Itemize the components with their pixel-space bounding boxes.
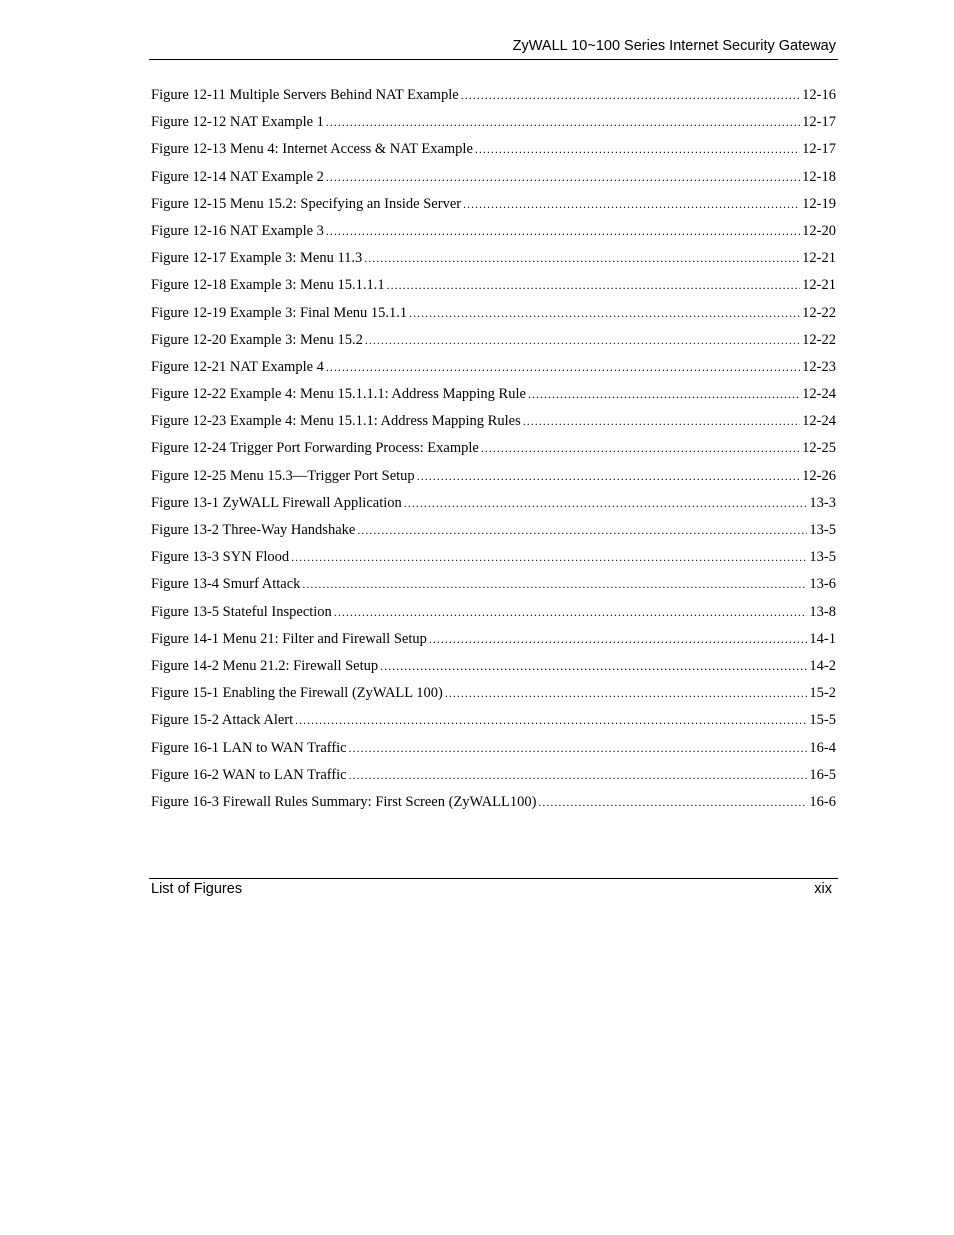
dot-leader (387, 278, 801, 293)
page-footer (149, 878, 838, 903)
dot-leader (523, 414, 800, 429)
toc-entry[interactable] (151, 495, 836, 522)
toc-entry-page: 12-22 (802, 331, 836, 348)
toc-entry[interactable] (151, 250, 836, 277)
toc-entry-title: Figure 12-17 Example 3: Menu 11.3 (151, 250, 363, 267)
footer-section-title: List of Figures (151, 881, 243, 897)
toc-entry-page: 12-16 (802, 87, 836, 103)
dot-leader (349, 741, 808, 756)
toc-entry-title: Figure 12-24 Trigger Port Forwarding Process: Example (151, 440, 479, 457)
toc-entry-page: 16-5 (809, 766, 836, 783)
toc-entry-page: 12-19 (802, 195, 836, 212)
dot-leader (326, 170, 800, 185)
toc-entry-page: 12-17 (802, 114, 836, 131)
toc-entry-title: Figure 12-20 Example 3: Menu 15.2 (151, 331, 363, 348)
toc-entry-page: 13-5 (809, 549, 836, 566)
toc-entry-title: Figure 12-22 Example 4: Menu 15.1.1.1: Address Mapping Rule (151, 386, 526, 403)
toc-entry[interactable] (151, 794, 836, 821)
toc-entry-page: 15-2 (809, 685, 836, 702)
dot-leader (295, 713, 807, 728)
toc-entry[interactable] (151, 549, 836, 576)
toc-entry-page: 15-5 (809, 712, 836, 729)
toc-entry-title: Figure 12-23 Example 4: Menu 15.1.1: Address Mapping Rules (151, 413, 521, 430)
toc-entry[interactable] (151, 712, 836, 739)
toc-entry-page: 12-21 (802, 277, 836, 294)
toc-entry-page: 13-8 (809, 603, 836, 620)
dot-leader (429, 632, 808, 647)
toc-entry[interactable] (151, 413, 836, 440)
document-title: ZyWALL 10~100 Series Internet Security Gateway (512, 38, 836, 54)
toc-entry-title: Figure 12-15 Menu 15.2: Specifying an Inside Server (151, 195, 462, 212)
dot-leader (365, 333, 800, 348)
toc-entry-page: 13-5 (809, 522, 836, 538)
dot-leader (417, 469, 800, 484)
toc-entry-page: 16-4 (809, 739, 836, 756)
dot-leader (349, 768, 808, 783)
toc-entry-page: 13-3 (809, 494, 836, 511)
toc-entry-title: Figure 16-2 WAN to LAN Traffic (151, 766, 347, 783)
toc-entry-page: 13-6 (809, 576, 836, 593)
toc-entry-title: Figure 14-2 Menu 21.2: Firewall Setup (151, 657, 379, 674)
toc-entry-page: 12-24 (802, 386, 836, 403)
toc-entry-title: Figure 13-3 SYN Flood (151, 549, 290, 566)
dot-leader (380, 659, 807, 674)
toc-entry-title: Figure 12-11 Multiple Servers Behind NAT Example (151, 87, 459, 103)
toc-entry[interactable] (151, 576, 836, 603)
dot-leader (404, 496, 808, 511)
toc-entry-title: Figure 13-4 Smurf Attack (151, 576, 301, 593)
toc-entry-page: 16-6 (809, 793, 836, 810)
toc-entry-title: Figure 12-18 Example 3: Menu 15.1.1.1 (151, 277, 385, 294)
toc-entry[interactable] (151, 332, 836, 359)
dot-leader (463, 197, 800, 212)
toc-entry-page: 12-26 (802, 467, 836, 484)
toc-entry[interactable] (151, 359, 836, 386)
toc-entry[interactable] (151, 604, 836, 631)
toc-entry[interactable] (151, 631, 836, 658)
toc-entry-page: 14-2 (809, 657, 836, 674)
toc-entry-title: Figure 15-2 Attack Alert (151, 712, 294, 729)
toc-entry[interactable] (151, 767, 836, 794)
dot-leader (334, 605, 808, 620)
toc-entry[interactable] (151, 468, 836, 495)
dot-leader (461, 88, 800, 103)
toc-entry-title: Figure 12-21 NAT Example 4 (151, 358, 324, 375)
dot-leader (364, 251, 800, 266)
toc-entry-page: 14-1 (809, 630, 836, 647)
toc-entry-page: 12-17 (802, 141, 836, 158)
toc-entry-title: Figure 12-14 NAT Example 2 (151, 168, 324, 185)
dot-leader (409, 306, 800, 321)
list-of-figures (151, 87, 836, 821)
toc-entry-page: 12-24 (802, 413, 836, 430)
page-header (149, 36, 838, 60)
toc-entry[interactable] (151, 740, 836, 767)
toc-entry[interactable] (151, 386, 836, 413)
toc-entry[interactable] (151, 114, 836, 141)
toc-entry-title: Figure 13-5 Stateful Inspection (151, 603, 332, 620)
toc-entry-page: 12-22 (802, 304, 836, 321)
toc-entry[interactable] (151, 685, 836, 712)
toc-entry-title: Figure 12-19 Example 3: Final Menu 15.1.1 (151, 304, 408, 321)
toc-entry[interactable] (151, 87, 836, 114)
toc-entry[interactable] (151, 440, 836, 467)
toc-entry-page: 12-18 (802, 168, 836, 185)
toc-entry-page: 12-23 (802, 358, 836, 375)
toc-entry-title: Figure 13-1 ZyWALL Firewall Application (151, 494, 402, 511)
toc-entry[interactable] (151, 522, 836, 549)
toc-entry-title: Figure 12-16 NAT Example 3 (151, 222, 324, 239)
dot-leader (475, 142, 800, 157)
dot-leader (538, 795, 807, 810)
toc-entry-page: 12-20 (802, 222, 836, 239)
toc-entry[interactable] (151, 196, 836, 223)
toc-entry-title: Figure 16-1 LAN to WAN Traffic (151, 739, 347, 756)
toc-entry[interactable] (151, 169, 836, 196)
dot-leader (302, 577, 807, 592)
toc-entry-title: Figure 12-13 Menu 4: Internet Access & NAT Example (151, 141, 473, 158)
toc-entry[interactable] (151, 305, 836, 332)
toc-entry[interactable] (151, 141, 836, 168)
toc-entry-page: 12-25 (802, 440, 836, 457)
toc-entry-title: Figure 14-1 Menu 21: Filter and Firewall Setup (151, 630, 427, 647)
toc-entry[interactable] (151, 658, 836, 685)
footer-page-number: xix (814, 881, 832, 897)
toc-entry-title: Figure 12-12 NAT Example 1 (151, 114, 324, 131)
toc-entry-title: Figure 16-3 Firewall Rules Summary: First Screen (ZyWALL100) (151, 793, 537, 810)
dot-leader (326, 115, 800, 130)
dot-leader (291, 550, 807, 565)
toc-entry[interactable] (151, 277, 836, 304)
toc-entry-title: Figure 15-1 Enabling the Firewall (ZyWALL 100) (151, 685, 443, 702)
toc-entry[interactable] (151, 223, 836, 250)
dot-leader (445, 686, 808, 701)
dot-leader (481, 441, 800, 456)
dot-leader (326, 224, 800, 239)
toc-entry-page: 12-21 (802, 250, 836, 267)
toc-entry-title: Figure 13-2 Three-Way Handshake (151, 522, 356, 538)
dot-leader (528, 387, 800, 402)
toc-entry-title: Figure 12-25 Menu 15.3—Trigger Port Setup (151, 467, 415, 484)
dot-leader (326, 360, 800, 375)
dot-leader (357, 523, 807, 538)
